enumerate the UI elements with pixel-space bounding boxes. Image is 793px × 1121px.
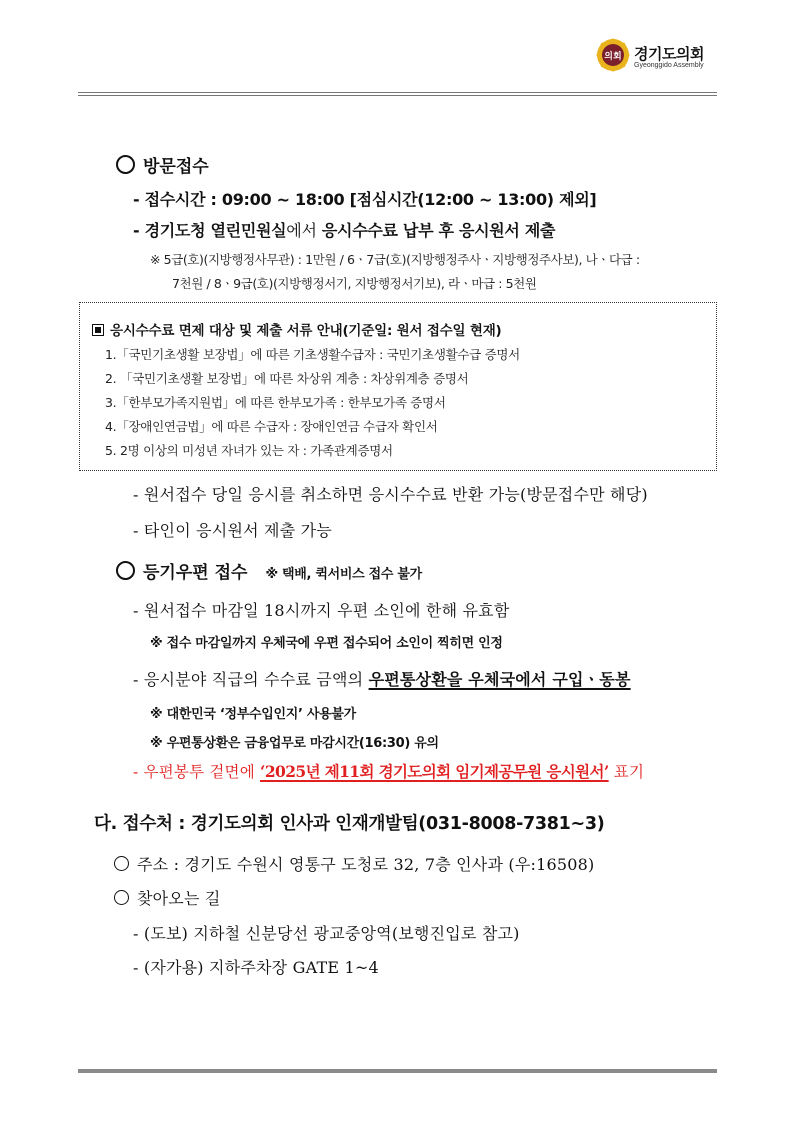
reception-office-heading: 다. 접수처 : 경기도의회 인사과 인재개발팀(031-8008-7381~3) — [94, 814, 605, 834]
footer-rule — [78, 1069, 717, 1073]
exemption-item: 5. 2명 이상의 미성년 자녀가 있는 자 : 가족관계증명서 — [105, 443, 393, 458]
refund-note: - 원서접수 당일 응시를 취소하면 응시수수료 반환 가능(방문접수만 해당) — [133, 485, 648, 504]
mail-fee-line: - 응시분야 직급의 수수료 금액의 우편통상환을 우체국에서 구입ㆍ동봉 — [133, 670, 631, 689]
assembly-seal-icon — [596, 38, 630, 72]
postal-order-time-note: ※ 우편통상환은 금융업무로 마감시간(16:30) 유의 — [150, 736, 439, 751]
header-rule — [78, 92, 717, 96]
logo-name: 경기도의회 — [634, 45, 704, 63]
stamp-note: ※ 대한민국 ‘정부수입인지’ 사용불가 — [150, 707, 356, 722]
visit-heading: 방문접수 — [116, 152, 209, 177]
directions-heading: 찾아오는 길 — [114, 886, 221, 909]
proxy-note: - 타인이 응시원서 제출 가능 — [133, 521, 332, 540]
envelope-label-emphasis: ‘2025년 제11회 경기도의회 임기제공무원 응시원서’ — [260, 762, 609, 781]
exemption-item: 1.「국민기초생활 보장법」에 따른 기초생활수급자 : 국민기초생활수급 증명서 — [105, 347, 520, 362]
directions-car: - (자가용) 지하주차장 GATE 1~4 — [133, 958, 379, 977]
address-line: 주소 : 경기도 수원시 영통구 도청로 32, 7층 인사과 (우:16508) — [114, 852, 594, 875]
exemption-item: 3.「한부모가족지원법」에 따른 한부모가족 : 한부모가족 증명서 — [105, 395, 446, 410]
mail-deadline: - 원서접수 마감일 18시까지 우편 소인에 한해 유효함 — [133, 601, 510, 620]
assembly-logo — [596, 38, 716, 78]
fee-note-1: ※ 5급(호)(지방행정사무관) : 1만원 / 6ㆍ7급(호)(지방행정주사ㆍ지방행정주사보), 나ㆍ다급 : — [150, 252, 640, 267]
mail-heading-note: ※ 택배, 퀵서비스 접수 불가 — [265, 567, 422, 582]
directions-walk: - (도보) 지하철 신분당선 광교중앙역(보행진입로 참고) — [133, 924, 520, 943]
visit-hours: - 접수시간 : 09:00 ~ 18:00 [점심시간(12:00 ~ 13:00) 제외] — [133, 190, 597, 209]
logo-subtitle: Gyeonggido Assembly — [634, 62, 704, 69]
exemption-item: 4.「장애인연금법」에 따른 수급자 : 장애인연금 수급자 확인서 — [105, 419, 438, 434]
mail-deadline-note: ※ 접수 마감일까지 우체국에 우편 접수되어 소인이 찍히면 인정 — [150, 636, 503, 651]
fee-note-2: 7천원 / 8ㆍ9급(호)(지방행정서기, 지방행정서기보), 라ㆍ마급 : 5천원 — [172, 276, 537, 291]
exemption-item: 2. 「국민기초생활 보장법」에 따른 차상위 계층 : 차상위계층 증명서 — [105, 371, 469, 386]
circle-bullet-icon — [114, 856, 129, 871]
visit-place: - 경기도청 열린민원실에서 응시수수료 납부 후 응시원서 제출 — [133, 221, 556, 240]
exemption-box — [79, 302, 717, 471]
exemption-box-title: 응시수수료 면제 대상 및 제출 서류 안내(기준일: 원서 접수일 현재) — [92, 319, 502, 339]
circle-bullet-icon — [114, 890, 129, 905]
circle-bullet-icon — [116, 155, 135, 174]
envelope-note: - 우편봉투 겉면에 ‘2025년 제11회 경기도의회 임기제공무원 응시원서’ 표기 — [133, 762, 645, 781]
mail-heading: 등기우편 접수 ※ 택배, 퀵서비스 접수 불가 — [116, 558, 422, 583]
postal-order-emphasis: 우편통상환을 우체국에서 구입ㆍ동봉 — [368, 670, 631, 689]
circle-bullet-icon — [116, 561, 135, 580]
seal-text: 의회 — [604, 52, 622, 62]
square-bullet-icon — [92, 324, 104, 336]
